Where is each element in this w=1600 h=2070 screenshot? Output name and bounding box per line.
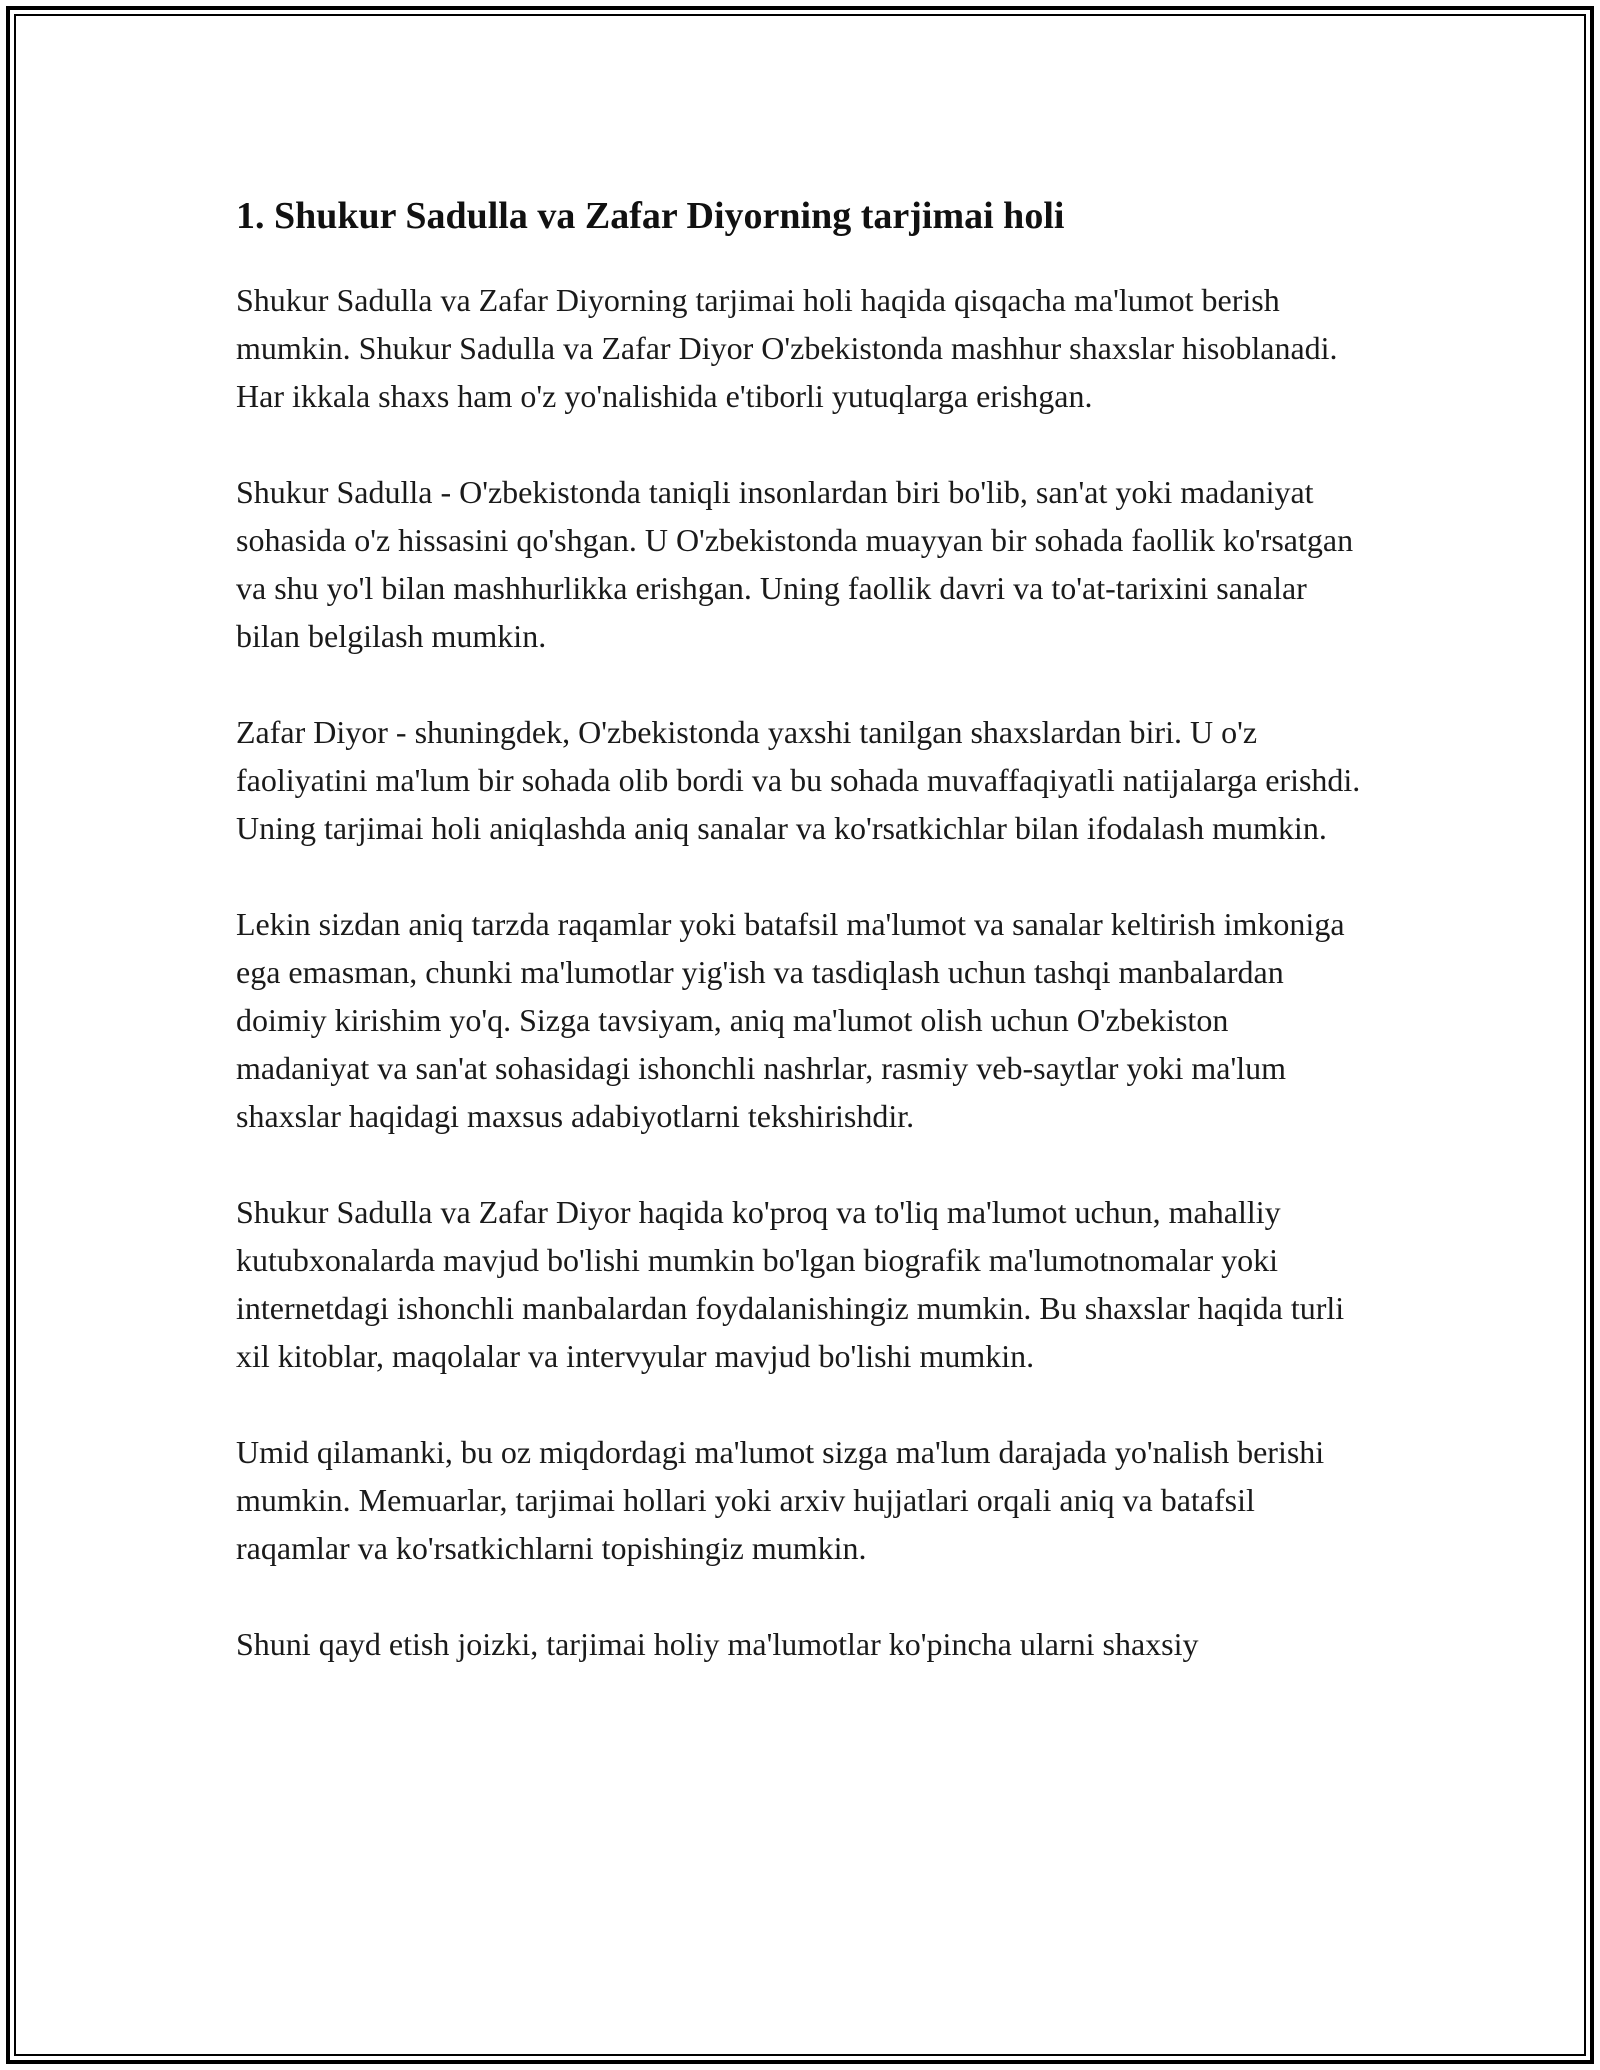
document-body: [236, 188, 1361, 1716]
paragraph-shukur-sadulla: Shukur Sadulla - O'zbekistonda taniqli insonlardan biri bo'lib, san'at yoki madaniyat sohasida o'z hissasini qo'shgan. U O'zbekistonda muayyan bir sohada faollik ko'rsatgan va shu yo'l bilan mashhurlikka erishgan. Uning faollik davri va to'at-tarixini sanalar bilan belgilash mumkin.: [236, 474, 1354, 654]
document-title: 1. Shukur Sadulla va Zafar Diyorning tarjimai holi: [236, 195, 1065, 237]
paragraph-truncated: Shuni qayd etish joizki, tarjimai holiy ma'lumotlar ko'pincha ularni shaxsiy: [236, 1626, 1199, 1662]
paragraph-disclaimer: Lekin sizdan aniq tarzda raqamlar yoki batafsil ma'lumot va sanalar keltirish imkoniga ega emasman, chunki ma'lumotlar yig'ish va tasdiqlash uchun tashqi manbalardan doimiy kirishim yo'q. Sizga tavsiyam, aniq ma'lumot olish uchun O'zbekiston madaniyat va san'at sohasidagi ishonchli nashrlar, rasmiy veb-saytlar yoki ma'lum shaxslar haqidagi maxsus adabiyotlarni tekshirishdir.: [236, 906, 1345, 1134]
paragraph-closing: Umid qilamanki, bu oz miqdordagi ma'lumot sizga ma'lum darajada yo'nalish berishi mumkin. Memuarlar, tarjimai hollari yoki arxiv hujjatlari orqali aniq va batafsil raqamlar va ko'rsatkichlarni topishingiz mumkin.: [236, 1434, 1325, 1566]
paragraph-intro: Shukur Sadulla va Zafar Diyorning tarjimai holi haqida qisqacha ma'lumot berish mumkin. Shukur Sadulla va Zafar Diyor O'zbekistonda mashhur shaxslar hisoblanadi. Har ikkala shaxs ham o'z yo'nalishida e'tiborli yutuqlarga erishgan.: [236, 282, 1338, 414]
paragraph-zafar-diyor: Zafar Diyor - shuningdek, O'zbekistonda yaxshi tanilgan shaxslardan biri. U o'z faoliyatini ma'lum bir sohada olib bordi va bu sohada muvaffaqiyatli natijalarga erishdi. Uning tarjimai holi aniqlashda aniq sanalar va ko'rsatkichlar bilan ifodalash mumkin.: [236, 714, 1361, 846]
paragraph-sources: Shukur Sadulla va Zafar Diyor haqida ko'proq va to'liq ma'lumot uchun, mahalliy kutubxonalarda mavjud bo'lishi mumkin bo'lgan biografik ma'lumotnomalar yoki internetdagi ishonchli manbalardan foydalanishingiz mumkin. Bu shaxslar haqida turli xil kitoblar, maqolalar va intervyular mavjud bo'lishi mumkin.: [236, 1194, 1345, 1374]
